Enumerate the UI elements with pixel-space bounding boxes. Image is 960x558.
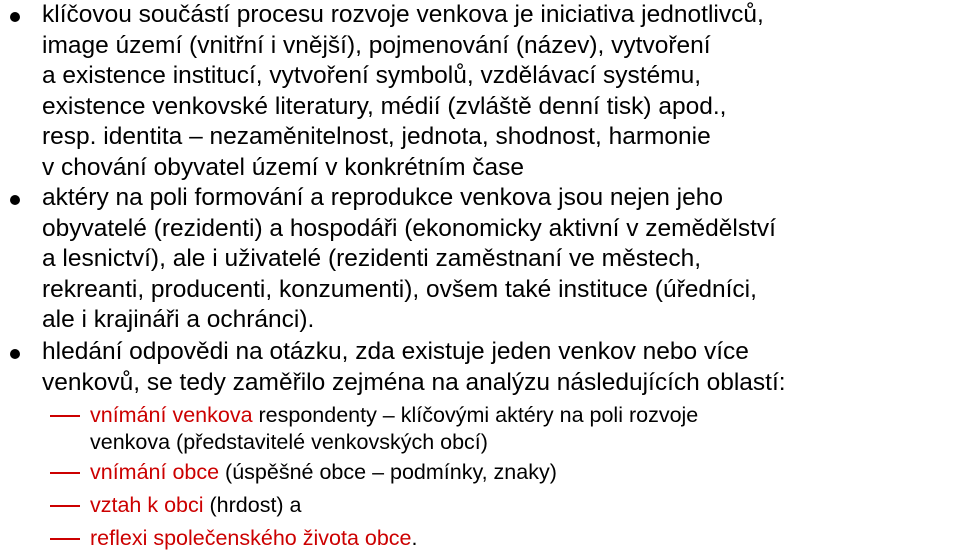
highlight-term: vnímání obce bbox=[90, 460, 220, 484]
text-line: rekreanti, producenti, konzumenti), ovšem také instituce (úředníci, bbox=[42, 275, 757, 303]
text-line: a existence institucí, vytvoření symbolů, vzdělávací systému, bbox=[42, 62, 702, 89]
text-line: obyvatelé (rezidenti) a hospodáři (ekonomicky aktivní v zemědělství bbox=[42, 214, 776, 242]
text-line: v chování obyvatel území v konkrétním čase bbox=[42, 153, 525, 181]
text-line: venkova (představitelé venkovských obcí) bbox=[90, 430, 488, 454]
sub-text-2 bbox=[90, 459, 960, 486]
text-line: hledání odpovědi na otázku, zda existuje jeden venkov nebo více bbox=[42, 338, 749, 365]
dash-icon bbox=[50, 415, 80, 417]
sub-text-1 bbox=[90, 402, 960, 456]
highlight-term: vnímání venkova bbox=[90, 403, 253, 427]
sub-text-3 bbox=[90, 492, 960, 519]
text-line bbox=[90, 459, 960, 486]
text-line: resp. identita – nezaměnitelnost, jednota, shodnost, harmonie bbox=[42, 123, 711, 150]
text-line bbox=[90, 525, 960, 552]
text-line bbox=[90, 402, 960, 429]
sub-text-rest: (hrdost) a bbox=[203, 493, 302, 517]
dash-icon bbox=[50, 472, 80, 474]
bullet-text-2 bbox=[42, 183, 960, 336]
bullet-dot-icon bbox=[10, 195, 20, 205]
text-line: ale i krajináři a ochránci). bbox=[42, 306, 315, 333]
sub-text-rest: (úspěšné obce – podmínky, znaky) bbox=[219, 460, 557, 484]
highlight-term: reflexi společenského života obce bbox=[90, 526, 412, 550]
bullet-text-3 bbox=[42, 337, 960, 398]
sub-text-rest: . bbox=[411, 526, 418, 550]
text-line: existence venkovské literatury, médií (zvláště denní tisk) apod., bbox=[42, 92, 727, 120]
text-line bbox=[90, 492, 960, 519]
dash-icon bbox=[50, 505, 80, 507]
highlight-term: vztah k obci bbox=[90, 493, 204, 517]
bullet-dot-icon bbox=[10, 12, 20, 22]
bullet-text-1 bbox=[42, 0, 960, 183]
dash-icon bbox=[50, 538, 80, 540]
text-line: klíčovou součástí procesu rozvoje venkova je iniciativa jednotlivců, bbox=[42, 1, 764, 28]
sub-text-4 bbox=[90, 525, 960, 552]
text-line: a lesnictví), ale i uživatelé (rezidenti zaměstnaní ve městech, bbox=[42, 245, 702, 272]
sub-text-rest: respondenty – klíčovými aktéry na poli rozvoje bbox=[252, 403, 699, 427]
text-line: aktéry na poli formování a reprodukce venkova jsou nejen jeho bbox=[42, 184, 723, 211]
text-line: venkovů, se tedy zaměřilo zejména na analýzu následujících oblastí: bbox=[42, 368, 786, 396]
bullet-dot-icon bbox=[10, 349, 20, 359]
text-line: image území (vnitřní i vnější), pojmenování (název), vytvoření bbox=[42, 31, 711, 59]
